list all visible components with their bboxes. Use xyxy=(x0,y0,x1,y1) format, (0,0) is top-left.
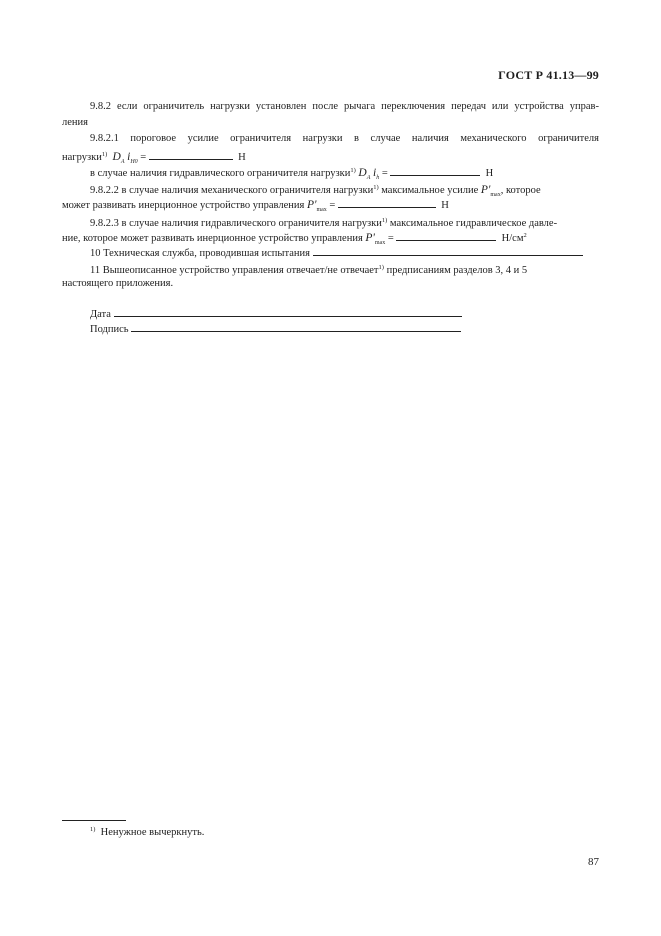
symbol-d: D xyxy=(112,151,121,163)
paragraph-11-line2: настоящего приложения. xyxy=(62,278,174,289)
conformity-text: 11 Вышеописанное устройство управления отвечает/не отвечает xyxy=(90,265,379,276)
date-row xyxy=(90,306,462,321)
subscript-max: max xyxy=(490,192,501,198)
signature-field[interactable] xyxy=(131,321,461,332)
equals-sign: = xyxy=(387,233,394,244)
equals-sign: = xyxy=(329,200,336,211)
date-label: Дата xyxy=(90,309,111,320)
footnote-text: Ненужное вычеркнуть. xyxy=(100,827,205,838)
subscript-h0: H0 xyxy=(130,159,138,165)
unit-n: Н xyxy=(441,200,449,211)
equals-sign: = xyxy=(140,152,147,163)
signature-label: Подпись xyxy=(90,324,129,335)
footnote-separator xyxy=(62,820,126,821)
symbol-p-prime: P' xyxy=(480,184,491,196)
blank-field-dai-h[interactable] xyxy=(390,165,480,176)
subscript-a: A xyxy=(366,175,371,181)
symbol-p-prime: P' xyxy=(306,199,317,211)
page-number: 87 xyxy=(588,856,599,868)
symbol-i: i xyxy=(127,151,131,163)
pressure-device-text: ние, которое может развивать инерционное устройство управления xyxy=(62,233,363,244)
blank-field-technical-service[interactable] xyxy=(313,245,583,256)
max-force-text: максимальное усилие xyxy=(378,185,481,196)
date-field[interactable] xyxy=(114,306,462,317)
inertia-device-text: может развивать инерционное устройство управления xyxy=(62,200,305,211)
subscript-a: A xyxy=(120,159,125,165)
symbol-i: i xyxy=(373,167,377,179)
footnote-ref: 1) xyxy=(381,217,388,224)
sections-text: предписаниям разделов 3, 4 и 5 xyxy=(383,265,528,276)
paragraph-9-8-2-line2: ления xyxy=(62,117,88,128)
label-nagruzki: нагрузки xyxy=(62,152,102,163)
equals-sign: = xyxy=(381,168,388,179)
paragraph-9-8-2-1-line1: 9.8.2.1 пороговое усилие ограничителя нагрузки в случае наличия механического ограничителя xyxy=(90,133,599,144)
footnote xyxy=(90,826,204,838)
paragraph-9-8-2-3-line1 xyxy=(90,214,557,230)
symbol-d: D xyxy=(358,167,367,179)
blank-field-pmax-force[interactable] xyxy=(338,197,436,208)
subscript-max: max xyxy=(374,240,386,246)
paragraph-11-line1 xyxy=(90,261,527,277)
superscript-2: 2 xyxy=(523,232,527,239)
unit-n-per-cm2: Н/см xyxy=(501,233,524,244)
subscript-h: h xyxy=(376,175,380,181)
blank-field-pmax-pressure[interactable] xyxy=(396,230,496,241)
subscript-max: max xyxy=(316,207,327,213)
unit-n: Н xyxy=(238,152,246,163)
footnote-mark: 1) xyxy=(90,826,96,833)
hydraulic-limiter-text: 9.8.2.3 в случае наличия гидравлического ограничителя нагрузки xyxy=(90,218,382,229)
hydraulic-text: в случае наличия гидравлического ограничителя нагрузки xyxy=(90,168,351,179)
technical-service-label: 10 Техническая служба, проводившая испытания xyxy=(90,248,310,259)
mechanical-text: 9.8.2.2 в случае наличия механического ограничителя нагрузки xyxy=(90,185,374,196)
footnote-ref: 1) xyxy=(373,184,379,191)
unit-n: Н xyxy=(485,168,494,179)
paragraph-9-8-2-line1: 9.8.2 если ограничитель нагрузки установлен после рычага переключения передач или устройства управ- xyxy=(90,101,599,112)
paragraph-10 xyxy=(90,245,583,260)
footnote-ref: 1) xyxy=(101,151,108,158)
footnote-ref: 1) xyxy=(350,167,356,174)
standard-header: ГОСТ Р 41.13—99 xyxy=(498,68,599,82)
max-pressure-text: максимальное гидравлическое давле- xyxy=(387,218,558,229)
which-text: , которое xyxy=(500,185,541,196)
signature-row xyxy=(90,321,461,336)
symbol-p-prime: P' xyxy=(365,232,375,244)
blank-field-dai-h0[interactable] xyxy=(149,149,233,160)
footnote-ref: 1) xyxy=(378,264,384,271)
